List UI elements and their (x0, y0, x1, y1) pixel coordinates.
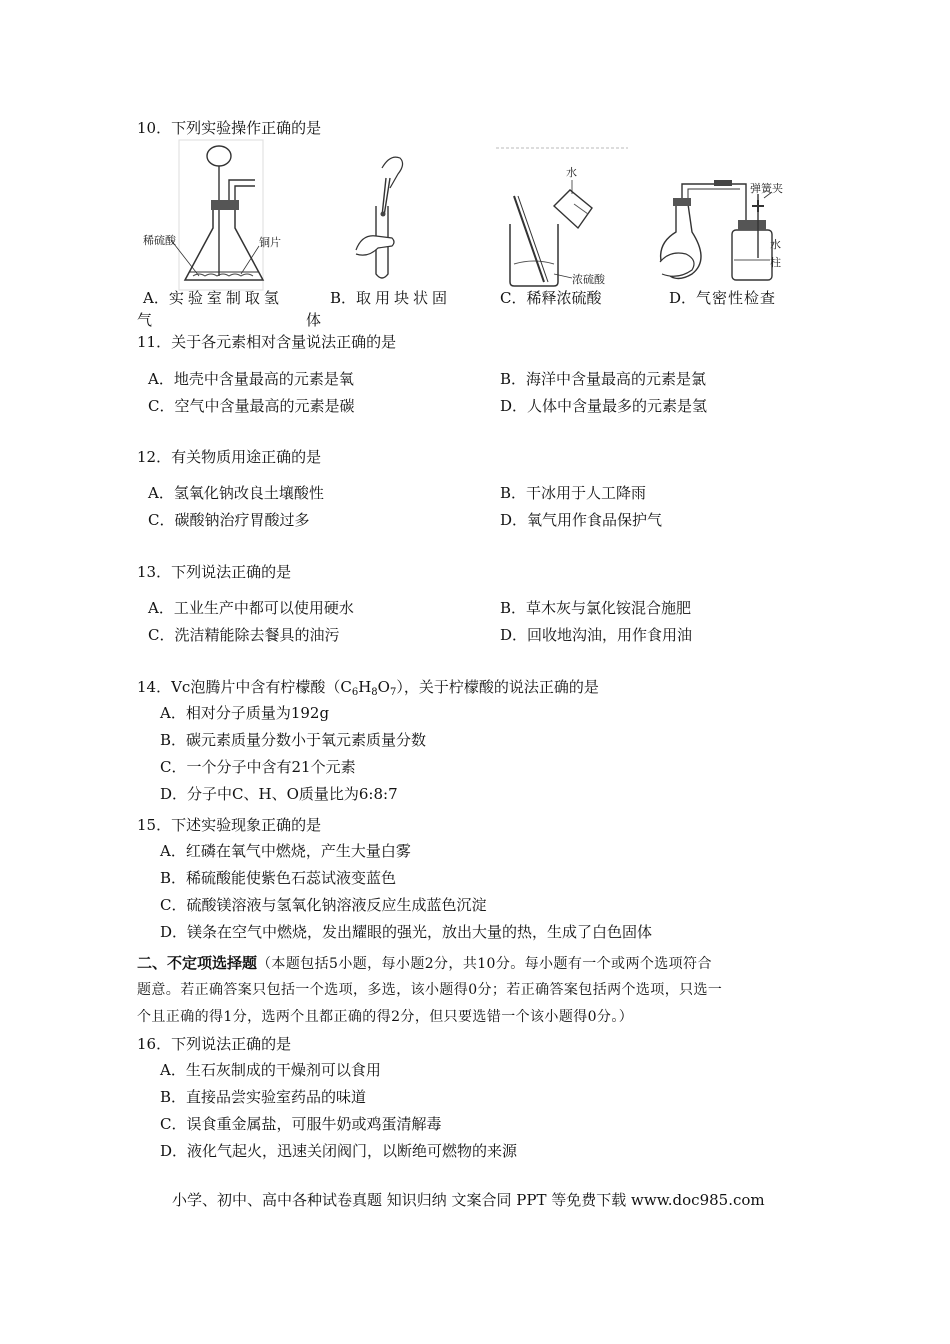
q14-sub-carbon: 6 (351, 687, 359, 698)
q14-option-b: B．碳元素质量分数小于氧元素质量分数 (160, 731, 427, 749)
section2-note-line3: 个且正确的得1分，选两个且都正确的得2分，但只要选错一个该小题得0分。） (137, 1009, 634, 1025)
q16-option-b: B．直接品尝实验室药品的味道 (160, 1088, 367, 1106)
q14-option-a: A．相对分子质量为192g (160, 704, 330, 722)
q12-option-a: A．氢氧化钠改良土壤酸性 (148, 484, 324, 502)
q10-option-a (143, 288, 283, 308)
q11-option-b: B．海洋中含量最高的元素是氯 (500, 370, 707, 388)
figure-b-solid-taking (352, 150, 422, 285)
q14-sub-oxygen: 7 (389, 687, 397, 698)
q13-stem: 13．下列说法正确的是 (137, 563, 292, 581)
figure-c-acid-label: 浓硫酸 (572, 273, 605, 286)
q14-hydrogen: H (358, 678, 372, 696)
q14-stem-before: 14．Vc泡腾片中含有柠檬酸（C (137, 678, 352, 696)
q10-option-b-line2: 体 (306, 311, 322, 329)
section2-note-line1: （本题包括5小题，每小题2分，共10分。每小题有一个或两个选项符合 (257, 956, 712, 972)
q10-option-d (669, 288, 776, 308)
q12-option-d: D．氧气用作食品保护气 (500, 511, 663, 529)
section2-title: 二、不定项选择题 (137, 954, 258, 972)
q15-option-a: A．红磷在氧气中燃烧，产生大量白雾 (160, 842, 411, 860)
q10-option-c-line1: 稀释浓硫酸 (526, 289, 602, 307)
figure-d-clip-label: 弹簧夹 (750, 182, 783, 195)
section2-header (137, 953, 712, 974)
q11-option-a: A．地壳中含量最高的元素是氧 (148, 370, 354, 388)
figure-a-acid-label: 稀硫酸 (143, 234, 176, 247)
q13-option-c: C．洗洁精能除去餐具的油污 (148, 626, 340, 644)
q14-sub-hydrogen: 8 (371, 687, 378, 698)
q10-option-b-key: B． (330, 289, 357, 307)
q14-stem-after: ），关于柠檬酸的说法正确的是 (396, 678, 599, 696)
q10-option-d-line1: 气密性检查 (696, 289, 777, 307)
figure-c-dilution (496, 146, 631, 291)
q11-option-c: C．空气中含量最高的元素是碳 (148, 397, 355, 415)
q10-option-a-key: A． (143, 289, 169, 307)
q10-option-c-key: C． (500, 289, 527, 307)
q12-option-b: B．干冰用于人工降雨 (500, 484, 647, 502)
q14-option-d: D．分子中C、H、O质量比为6:8:7 (160, 785, 398, 803)
q16-stem: 16．下列说法正确的是 (137, 1035, 292, 1053)
q11-stem: 11．关于各元素相对含量说法正确的是 (137, 333, 397, 351)
section2-note-line2: 题意。若正确答案只包括一个选项，多选，该小题得0分；若正确答案包括两个选项，只选一 (137, 982, 723, 998)
q16-option-a: A．生石灰制成的干燥剂可以食用 (160, 1061, 381, 1079)
q14-option-c: C．一个分子中含有21个元素 (160, 758, 356, 776)
page-footer: 小学、初中、高中各种试卷真题 知识归纳 文案合同 PPT 等免费下载 www.doc985.com (172, 1191, 765, 1209)
q12-option-c: C．碳酸钠治疗胃酸过多 (148, 511, 310, 529)
q15-option-c: C．硫酸镁溶液与氢氧化钠溶液反应生成蓝色沉淀 (160, 896, 487, 914)
q10-option-d-key: D． (669, 289, 697, 307)
q10-option-a-line1: 实验室制取氢 (168, 289, 283, 307)
q14-oxygen: O (377, 678, 390, 696)
q10-option-c (500, 288, 602, 308)
q14-stem (137, 677, 599, 703)
figure-a-copper-label: 铜片 (259, 236, 281, 249)
figure-c-water-label: 水 (566, 166, 577, 179)
q13-option-d: D．回收地沟油，用作食用油 (500, 626, 693, 644)
q15-option-b: B．稀硫酸能使紫色石蕊试液变蓝色 (160, 869, 397, 887)
q15-stem: 15．下述实验现象正确的是 (137, 816, 322, 834)
q10-option-b-line1: 取用块状固 (356, 289, 452, 307)
q15-option-d: D．镁条在空气中燃烧，发出耀眼的强光，放出大量的热，生成了白色固体 (160, 923, 653, 941)
q11-option-d: D．人体中含量最多的元素是氢 (500, 397, 708, 415)
q12-stem: 12．有关物质用途正确的是 (137, 448, 322, 466)
q13-option-a: A．工业生产中都可以使用硬水 (148, 599, 354, 617)
q16-option-c: C．误食重金属盐，可服牛奶或鸡蛋清解毒 (160, 1115, 442, 1133)
figure-d-column-label: 柱 (770, 256, 781, 269)
figure-d-airtightness (654, 176, 804, 286)
q10-stem: 10．下列实验操作正确的是 (137, 119, 322, 137)
figure-a-hydrogen-apparatus (143, 140, 281, 290)
q16-option-d: D．液化气起火，迅速关闭阀门，以断绝可燃物的来源 (160, 1142, 518, 1160)
q13-option-b: B．草木灰与氯化铵混合施肥 (500, 599, 692, 617)
q10-option-b (330, 288, 451, 308)
q10-option-a-line2: 气 (137, 311, 153, 329)
figure-d-water-label: 水 (770, 238, 781, 251)
